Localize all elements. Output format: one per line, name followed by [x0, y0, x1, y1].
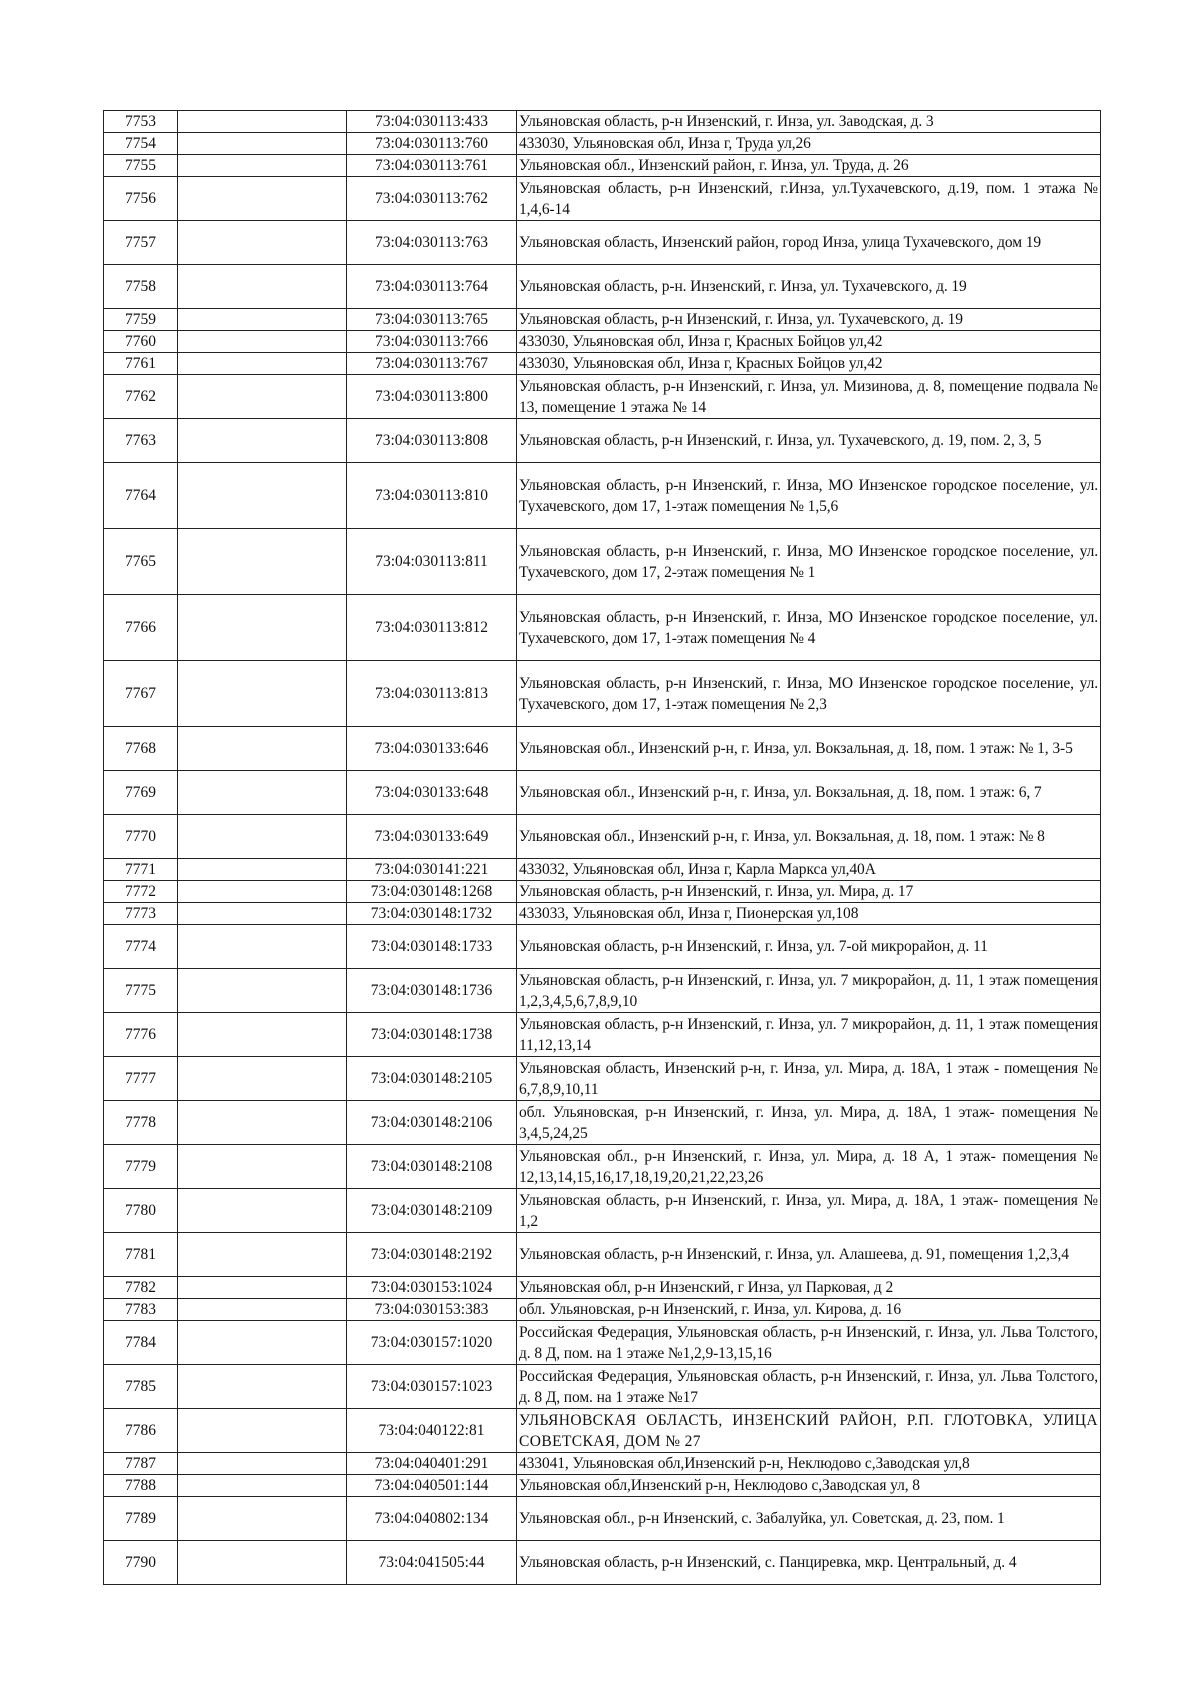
- empty-cell: [178, 1321, 347, 1365]
- address-cell: Ульяновская область, р-н Инзенский, г. Инза, ул. Мира, д. 18А, 1 этаж- помещения № 1,2: [517, 1189, 1101, 1233]
- empty-cell: [178, 727, 347, 771]
- table-row: [104, 1189, 1101, 1233]
- row-number-cell: 7778: [104, 1101, 178, 1145]
- cadastral-number-cell: 73:04:030153:383: [347, 1299, 517, 1321]
- address-cell: Ульяновская обл., Инзенский район, г. Инза, ул. Труда, д. 26: [517, 155, 1101, 177]
- cadastral-number-cell: 73:04:030113:810: [347, 463, 517, 529]
- row-number-cell: 7763: [104, 419, 178, 463]
- cadastral-number-cell: 73:04:030148:2106: [347, 1101, 517, 1145]
- address-cell: Ульяновская область, р-н Инзенский, г. Инза, МО Инзенское городское поселение, ул. Тухачевского, дом 17, 1-этаж помещения № 4: [517, 595, 1101, 661]
- empty-cell: [178, 1101, 347, 1145]
- row-number-cell: 7767: [104, 661, 178, 727]
- empty-cell: [178, 661, 347, 727]
- table-row: [104, 1321, 1101, 1365]
- property-table: [103, 110, 1101, 1585]
- row-number-cell: 7784: [104, 1321, 178, 1365]
- cadastral-number-cell: 73:04:030148:1733: [347, 925, 517, 969]
- cadastral-number-cell: 73:04:030113:760: [347, 133, 517, 155]
- empty-cell: [178, 1145, 347, 1189]
- row-number-cell: 7770: [104, 815, 178, 859]
- table-row: [104, 463, 1101, 529]
- table-row: [104, 375, 1101, 419]
- address-cell: Ульяновская область, р-н Инзенский, г. Инза, ул. 7 микрорайон, д. 11, 1 этаж помещения 1,2,3,4,5,6,7,8,9,10: [517, 969, 1101, 1013]
- row-number-cell: 7774: [104, 925, 178, 969]
- row-number-cell: 7781: [104, 1233, 178, 1277]
- address-cell: Ульяновская область, р-н Инзенский, г. Инза, ул. 7 микрорайон, д. 11, 1 этаж помещения 11,12,13,14: [517, 1013, 1101, 1057]
- empty-cell: [178, 771, 347, 815]
- address-cell: Ульяновская область, р-н Инзенский, г. Инза, ул. Алашеева, д. 91, помещения 1,2,3,4: [517, 1233, 1101, 1277]
- table-row: [104, 859, 1101, 881]
- row-number-cell: 7789: [104, 1497, 178, 1541]
- cadastral-number-cell: 73:04:040501:144: [347, 1475, 517, 1497]
- empty-cell: [178, 353, 347, 375]
- row-number-cell: 7786: [104, 1409, 178, 1453]
- row-number-cell: 7766: [104, 595, 178, 661]
- address-cell: 433041, Ульяновская обл,Инзенский р-н, Неклюдово с,Заводская ул,8: [517, 1453, 1101, 1475]
- cadastral-number-cell: 73:04:030133:649: [347, 815, 517, 859]
- address-cell: обл. Ульяновская, р-н Инзенский, г. Инза, ул. Мира, д. 18А, 1 этаж- помещения № 3,4,5,24,25: [517, 1101, 1101, 1145]
- row-number-cell: 7790: [104, 1541, 178, 1585]
- address-cell: Ульяновская область, р-н Инзенский, г. Инза, ул. Мизинова, д. 8, помещение подвала № 13, помещение 1 этажа № 14: [517, 375, 1101, 419]
- cadastral-number-cell: 73:04:041505:44: [347, 1541, 517, 1585]
- address-cell: 433030, Ульяновская обл, Инза г, Красных Бойцов ул,42: [517, 331, 1101, 353]
- empty-cell: [178, 111, 347, 133]
- empty-cell: [178, 419, 347, 463]
- table-row: [104, 1013, 1101, 1057]
- row-number-cell: 7765: [104, 529, 178, 595]
- cadastral-number-cell: 73:04:030113:764: [347, 265, 517, 309]
- cadastral-number-cell: 73:04:030113:763: [347, 221, 517, 265]
- row-number-cell: 7772: [104, 881, 178, 903]
- cadastral-number-cell: 73:04:030148:1738: [347, 1013, 517, 1057]
- table-row: [104, 177, 1101, 221]
- empty-cell: [178, 1541, 347, 1585]
- row-number-cell: 7760: [104, 331, 178, 353]
- table-row: [104, 353, 1101, 375]
- address-cell: Ульяновская обл., р-н Инзенский, с. Забалуйка, ул. Советская, д. 23, пом. 1: [517, 1497, 1101, 1541]
- row-number-cell: 7756: [104, 177, 178, 221]
- row-number-cell: 7771: [104, 859, 178, 881]
- address-cell: Ульяновская область, р-н Инзенский, г.Инза, ул.Тухачевского, д.19, пом. 1 этажа № 1,4,6-14: [517, 177, 1101, 221]
- table-row: [104, 595, 1101, 661]
- row-number-cell: 7777: [104, 1057, 178, 1101]
- row-number-cell: 7788: [104, 1475, 178, 1497]
- empty-cell: [178, 463, 347, 529]
- table-row: [104, 155, 1101, 177]
- row-number-cell: 7782: [104, 1277, 178, 1299]
- table-row: [104, 727, 1101, 771]
- table-row: [104, 661, 1101, 727]
- table-row: [104, 771, 1101, 815]
- table-row: [104, 111, 1101, 133]
- table-row: [104, 1497, 1101, 1541]
- cadastral-number-cell: 73:04:030113:765: [347, 309, 517, 331]
- cadastral-number-cell: 73:04:030113:433: [347, 111, 517, 133]
- empty-cell: [178, 1497, 347, 1541]
- table-row: [104, 1541, 1101, 1585]
- cadastral-number-cell: 73:04:040122:81: [347, 1409, 517, 1453]
- row-number-cell: 7754: [104, 133, 178, 155]
- cadastral-number-cell: 73:04:030148:1268: [347, 881, 517, 903]
- table-row: [104, 969, 1101, 1013]
- address-cell: 433032, Ульяновская обл, Инза г, Карла Маркса ул,40А: [517, 859, 1101, 881]
- cadastral-number-cell: 73:04:030113:813: [347, 661, 517, 727]
- cadastral-number-cell: 73:04:030141:221: [347, 859, 517, 881]
- table-row: [104, 221, 1101, 265]
- address-cell: Ульяновская обл., р-н Инзенский, г. Инза, ул. Мира, д. 18 А, 1 этаж- помещения № 12,13,14,15,16,17,18,19,20,21,22,23,26: [517, 1145, 1101, 1189]
- table-row: [104, 1299, 1101, 1321]
- table-row: [104, 419, 1101, 463]
- address-cell: Ульяновская область, р-н Инзенский, г. Инза, МО Инзенское городское поселение, ул. Тухачевского, дом 17, 1-этаж помещения № 2,3: [517, 661, 1101, 727]
- cadastral-number-cell: 73:04:030113:812: [347, 595, 517, 661]
- row-number-cell: 7761: [104, 353, 178, 375]
- address-cell: Ульяновская область, р-н Инзенский, с. Панциревка, мкр. Центральный, д. 4: [517, 1541, 1101, 1585]
- address-cell: Ульяновская область, р-н Инзенский, г. Инза, ул. Тухачевского, д. 19, пом. 2, 3, 5: [517, 419, 1101, 463]
- empty-cell: [178, 1453, 347, 1475]
- address-cell: Ульяновская обл., Инзенский р-н, г. Инза, ул. Вокзальная, д. 18, пом. 1 этаж: № 8: [517, 815, 1101, 859]
- row-number-cell: 7768: [104, 727, 178, 771]
- address-cell: Ульяновская область, Инзенский р-н, г. Инза, ул. Мира, д. 18А, 1 этаж - помещения № 6,7,8,9,10,11: [517, 1057, 1101, 1101]
- address-cell: Ульяновская область, р-н. Инзенский, г. Инза, ул. Тухачевского, д. 19: [517, 265, 1101, 309]
- address-cell: Ульяновская область, Инзенский район, город Инза, улица Тухачевского, дом 19: [517, 221, 1101, 265]
- row-number-cell: 7753: [104, 111, 178, 133]
- table-row: [104, 815, 1101, 859]
- address-cell: Ульяновская обл., Инзенский р-н, г. Инза, ул. Вокзальная, д. 18, пом. 1 этаж: № 1, 3-5: [517, 727, 1101, 771]
- address-cell: Ульяновская область, р-н Инзенский, г. Инза, МО Инзенское городское поселение, ул. Тухачевского, дом 17, 2-этаж помещения № 1: [517, 529, 1101, 595]
- address-cell: 433030, Ульяновская обл, Инза г, Труда ул,26: [517, 133, 1101, 155]
- table-row: [104, 265, 1101, 309]
- cadastral-number-cell: 73:04:030113:766: [347, 331, 517, 353]
- empty-cell: [178, 1409, 347, 1453]
- cadastral-number-cell: 73:04:030148:1736: [347, 969, 517, 1013]
- address-cell: 433030, Ульяновская обл, Инза г, Красных Бойцов ул,42: [517, 353, 1101, 375]
- cadastral-number-cell: 73:04:030157:1023: [347, 1365, 517, 1409]
- empty-cell: [178, 331, 347, 353]
- table-body: [104, 111, 1101, 1585]
- address-cell: Российская Федерация, Ульяновская область, р-н Инзенский, г. Инза, ул. Льва Толстого, д. 8 Д, пом. на 1 этаже №1,2,9-13,15,16: [517, 1321, 1101, 1365]
- address-cell: Ульяновская обл,Инзенский р-н, Неклюдово с,Заводская ул, 8: [517, 1475, 1101, 1497]
- empty-cell: [178, 529, 347, 595]
- address-cell: обл. Ульяновская, р-н Инзенский, г. Инза, ул. Кирова, д. 16: [517, 1299, 1101, 1321]
- empty-cell: [178, 925, 347, 969]
- row-number-cell: 7783: [104, 1299, 178, 1321]
- cadastral-number-cell: 73:04:030148:1732: [347, 903, 517, 925]
- row-number-cell: 7758: [104, 265, 178, 309]
- table-row: [104, 1101, 1101, 1145]
- cadastral-number-cell: 73:04:040802:134: [347, 1497, 517, 1541]
- address-cell: Ульяновская область, р-н Инзенский, г. Инза, МО Инзенское городское поселение, ул. Тухачевского, дом 17, 1-этаж помещения № 1,5,6: [517, 463, 1101, 529]
- address-cell: Ульяновская область, р-н Инзенский, г. Инза, ул. 7-ой микрорайон, д. 11: [517, 925, 1101, 969]
- address-cell: Ульяновская обл., Инзенский р-н, г. Инза, ул. Вокзальная, д. 18, пом. 1 этаж: 6, 7: [517, 771, 1101, 815]
- empty-cell: [178, 859, 347, 881]
- cadastral-number-cell: 73:04:030133:646: [347, 727, 517, 771]
- cadastral-number-cell: 73:04:030148:2105: [347, 1057, 517, 1101]
- address-cell: УЛЬЯНОВСКАЯ ОБЛАСТЬ, ИНЗЕНСКИЙ РАЙОН, Р.П. ГЛОТОВКА, УЛИЦА СОВЕТСКАЯ, ДОМ № 27: [517, 1409, 1101, 1453]
- cadastral-number-cell: 73:04:030133:648: [347, 771, 517, 815]
- row-number-cell: 7776: [104, 1013, 178, 1057]
- empty-cell: [178, 969, 347, 1013]
- row-number-cell: 7787: [104, 1453, 178, 1475]
- row-number-cell: 7779: [104, 1145, 178, 1189]
- address-cell: Ульяновская область, р-н Инзенский, г. Инза, ул. Мира, д. 17: [517, 881, 1101, 903]
- empty-cell: [178, 221, 347, 265]
- address-cell: Российская Федерация, Ульяновская область, р-н Инзенский, г. Инза, ул. Льва Толстого, д. 8 Д, пом. на 1 этаже №17: [517, 1365, 1101, 1409]
- empty-cell: [178, 1057, 347, 1101]
- cadastral-number-cell: 73:04:030113:811: [347, 529, 517, 595]
- empty-cell: [178, 309, 347, 331]
- table-row: [104, 529, 1101, 595]
- address-cell: Ульяновская область, р-н Инзенский, г. Инза, ул. Заводская, д. 3: [517, 111, 1101, 133]
- row-number-cell: 7780: [104, 1189, 178, 1233]
- empty-cell: [178, 1475, 347, 1497]
- row-number-cell: 7759: [104, 309, 178, 331]
- table-row: [104, 331, 1101, 353]
- cadastral-number-cell: 73:04:030148:2108: [347, 1145, 517, 1189]
- cadastral-number-cell: 73:04:030148:2109: [347, 1189, 517, 1233]
- cadastral-number-cell: 73:04:030113:808: [347, 419, 517, 463]
- table-row: [104, 1233, 1101, 1277]
- empty-cell: [178, 1277, 347, 1299]
- table-row: [104, 1409, 1101, 1453]
- table-row: [104, 1277, 1101, 1299]
- empty-cell: [178, 1365, 347, 1409]
- empty-cell: [178, 1189, 347, 1233]
- row-number-cell: 7773: [104, 903, 178, 925]
- cadastral-number-cell: 73:04:030148:2192: [347, 1233, 517, 1277]
- row-number-cell: 7755: [104, 155, 178, 177]
- address-cell: Ульяновская область, р-н Инзенский, г. Инза, ул. Тухачевского, д. 19: [517, 309, 1101, 331]
- row-number-cell: 7785: [104, 1365, 178, 1409]
- empty-cell: [178, 265, 347, 309]
- row-number-cell: 7762: [104, 375, 178, 419]
- cadastral-number-cell: 73:04:030113:767: [347, 353, 517, 375]
- empty-cell: [178, 903, 347, 925]
- table-row: [104, 903, 1101, 925]
- row-number-cell: 7775: [104, 969, 178, 1013]
- cadastral-number-cell: 73:04:040401:291: [347, 1453, 517, 1475]
- table-row: [104, 309, 1101, 331]
- empty-cell: [178, 881, 347, 903]
- table-row: [104, 1453, 1101, 1475]
- row-number-cell: 7764: [104, 463, 178, 529]
- table-row: [104, 1057, 1101, 1101]
- row-number-cell: 7757: [104, 221, 178, 265]
- empty-cell: [178, 595, 347, 661]
- cadastral-number-cell: 73:04:030113:762: [347, 177, 517, 221]
- table-row: [104, 133, 1101, 155]
- cadastral-number-cell: 73:04:030153:1024: [347, 1277, 517, 1299]
- cadastral-number-cell: 73:04:030157:1020: [347, 1321, 517, 1365]
- empty-cell: [178, 177, 347, 221]
- address-cell: 433033, Ульяновская обл, Инза г, Пионерская ул,108: [517, 903, 1101, 925]
- address-cell: Ульяновская обл, р-н Инзенский, г Инза, ул Парковая, д 2: [517, 1277, 1101, 1299]
- table-row: [104, 1475, 1101, 1497]
- table-row: [104, 925, 1101, 969]
- empty-cell: [178, 155, 347, 177]
- table-row: [104, 881, 1101, 903]
- table-row: [104, 1365, 1101, 1409]
- cadastral-number-cell: 73:04:030113:800: [347, 375, 517, 419]
- cadastral-number-cell: 73:04:030113:761: [347, 155, 517, 177]
- row-number-cell: 7769: [104, 771, 178, 815]
- table-row: [104, 1145, 1101, 1189]
- empty-cell: [178, 133, 347, 155]
- empty-cell: [178, 1233, 347, 1277]
- empty-cell: [178, 1299, 347, 1321]
- empty-cell: [178, 375, 347, 419]
- empty-cell: [178, 1013, 347, 1057]
- empty-cell: [178, 815, 347, 859]
